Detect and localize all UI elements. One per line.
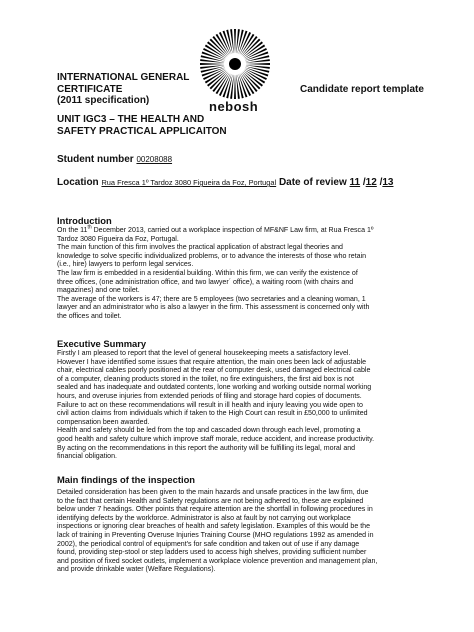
intro-line: Tardoz 3080 Figueira da Foz, Portugal.: [57, 235, 179, 243]
review-month: 12: [365, 177, 377, 188]
student-number-value: 00208088: [136, 155, 173, 164]
introduction-heading: Introduction: [57, 215, 112, 226]
course-line-1: INTERNATIONAL GENERAL: [57, 72, 190, 83]
summary-line: chair, electrical cables poorly positioned at the rear of computer desk, used damaged electrical cable: [57, 367, 371, 375]
summary-line: Failure to act on these recommendations will result in ill health and injury leaving you wide open to: [57, 401, 363, 409]
summary-line: Health and safety should be led from the top and cascaded down through each level, promoting a: [57, 427, 361, 435]
review-date-label: Date of review: [278, 177, 347, 188]
main-findings-text: [57, 489, 417, 575]
intro-line: magazines) and one toilet.: [57, 287, 140, 295]
summary-line: sealed and has inadequate and outdated contents, lone working and working outside normal working: [57, 384, 372, 392]
intro-line: The law firm is embedded in a residential building. Within this firm, we can verify the existence of: [57, 269, 358, 277]
location-value: Rua Fresca 1º Tardoz 3080 Figueira da Foz, Portugal: [101, 178, 277, 187]
intro-line: knowledge to solve specific individualized problems, or to advance the interests of those who retain: [57, 252, 367, 260]
summary-line: By acting on the recommendations in this report the authority will be fulfilling its legal, moral and: [57, 444, 356, 452]
unit-line-2: SAFETY PRACTICAL APPLICAITON: [57, 125, 227, 137]
student-number-label: Student number: [57, 154, 134, 165]
findings-line: and provide drinkable water (Welfare Regulations).: [57, 566, 216, 574]
findings-line: inspections or ignoring clear breaches of health and safety legislation. Examples of this would be the: [57, 523, 370, 531]
unit-line-1: UNIT IGC3 – THE HEALTH AND: [57, 114, 205, 125]
summary-line: hours, and overuse injuries from extended periods of filing and storage hard copies of documents.: [57, 392, 362, 400]
course-line-2: CERTIFICATE: [57, 83, 123, 95]
summary-line: Firstly I am pleased to report that the level of general housekeeping meets a satisfactory level.: [57, 350, 351, 357]
intro-line: The main function of this firm involves the practical application of abstract legal theories and: [57, 244, 343, 252]
starburst-icon: [199, 28, 271, 100]
findings-line: to the fact that certain Health and Safety regulations are not being adhered to, these are explained: [57, 497, 364, 505]
findings-line: found, providing step-stool or step ladders used to access high shelves, providing sufficient number: [57, 549, 367, 557]
logo-text: nebosh: [209, 99, 259, 114]
summary-line: good health and safety culture which improve staff morale, reduce accident, and increase productivity.: [57, 435, 375, 443]
summary-line: of a computer, cleaning products stored in the toilet, no fire extinguishers, the first aid box is not: [57, 375, 354, 383]
introduction-text: [57, 224, 417, 322]
findings-line: and position of fixed socket outlets, implement a workplace violence prevention and management plan,: [57, 557, 378, 565]
unit-title: [57, 114, 317, 137]
intro-line: On the 11th December 2013, carried out a workplace inspection of MF&NF Law firm, at Rua Fresca 1º: [57, 224, 374, 234]
findings-line: identifying defects by the workforce. Administrator is also at fault by not carrying out workplace: [57, 514, 351, 522]
nebosh-logo-icon: [199, 28, 271, 100]
executive-summary-heading: Executive Summary: [57, 338, 147, 349]
findings-line: 2002), the periodical control of equipment's for safe condition and taken out of use if any damage: [57, 540, 360, 548]
intro-line: The average of the workers is 47; there are 5 employees (two secretaries and a cleaning woman, 1: [57, 295, 366, 303]
summary-line: civil action claims from individuals which if taken to the High Court can result in £50,000 to unlimited: [57, 410, 368, 418]
intro-line: the offices and toilet.: [57, 312, 122, 320]
review-day: 11: [349, 177, 361, 188]
location-label: Location: [57, 177, 99, 188]
summary-line: However I have identified some issues that require attention, the main ones been lack of adjustable: [57, 358, 367, 366]
review-year: 13: [382, 177, 394, 188]
student-number-row: [57, 154, 172, 165]
course-line-3: (2011 specification): [57, 95, 150, 106]
summary-line: compensation been awarded.: [57, 418, 150, 426]
location-row: Location Rua Fresca 1º Tardoz 3080 Figueira da Foz, Portugal Date of review 11 /12 /13: [57, 177, 394, 188]
template-title: Candidate report template: [300, 84, 424, 95]
findings-line: Detailed consideration has been given to the main hazards and unsafe practices in the law firm, due: [57, 489, 369, 496]
executive-summary-text: [57, 350, 417, 462]
main-findings-heading: Main findings of the inspection: [57, 474, 196, 485]
findings-line: lack of training in Preventing Overuse Injuries Training Course (MHO regulations 1992 as amended in: [57, 531, 374, 539]
intro-line: three offices, (one administration office, and two lawyer´ office), a waiting room (with chairs and: [57, 278, 354, 286]
findings-line: below under 7 headings. Other points that require attention are the shortfall in following procedures in: [57, 506, 373, 514]
intro-line: lawyer and an administrator who is also a lawyer in the firm. This assessment is concerned only with: [57, 304, 370, 312]
summary-line: financial obligation.: [57, 453, 117, 461]
intro-line: (i.e., hire) lawyers to perform legal services.: [57, 261, 194, 269]
